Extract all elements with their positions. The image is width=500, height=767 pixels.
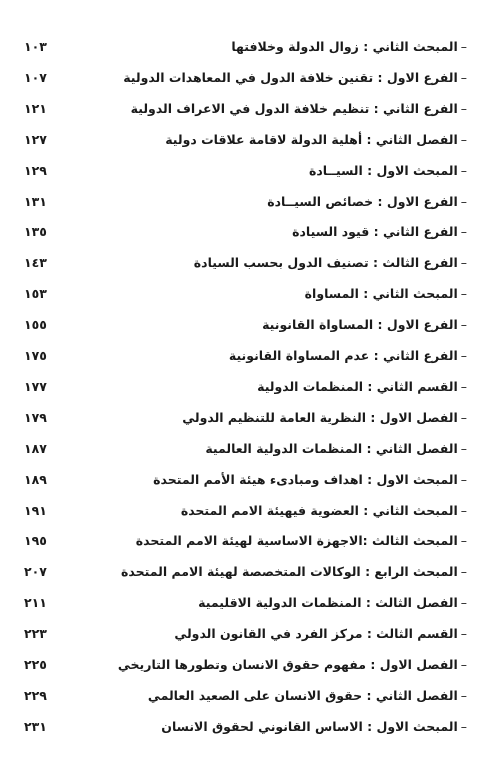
toc-entry-title (153, 466, 467, 494)
toc-entry (0, 558, 500, 586)
toc-entry (0, 651, 500, 679)
toc-entry-text: الفرع الاول : المساواة القانونية (262, 317, 458, 333)
toc-entry-text: الفرع الثاني : تنظيم خلافة الدول في الاعراف الدولية (130, 100, 458, 116)
toc-bullet-dash: – (460, 409, 467, 425)
toc-entry-text: القسم الثاني : المنظمات الدولية (257, 378, 458, 394)
toc-bullet-dash: – (460, 626, 467, 642)
toc-entry-text: الفرع الاول : تقنين خلافة الدول في المعاهدات الدولية (123, 69, 458, 85)
toc-entry-title (123, 64, 467, 92)
toc-bullet-dash: – (460, 286, 467, 302)
toc-entry-title (131, 95, 467, 123)
toc-bullet-dash: – (460, 224, 467, 240)
toc-page-number: ١٢٧ (24, 131, 47, 147)
toc-entry-text: المبحث الرابع : الوكالات المتخصصة لهيئة الامم المتحدة (121, 564, 458, 580)
toc-entry (0, 280, 500, 308)
toc-entry-text: الفصل الثالث : المنظمات الدولية الاقليمية (198, 595, 458, 611)
toc-entry (0, 33, 500, 61)
toc-entry (0, 682, 500, 710)
toc-entry-text: الفصل الاول : مفهوم حقوق الانسان وتطورها التاريخي (117, 657, 458, 672)
toc-entry (0, 157, 500, 185)
toc-entry (0, 373, 500, 401)
toc-page-number: ١٢٩ (24, 162, 47, 178)
toc-bullet-dash: – (460, 317, 467, 333)
toc-entry-title (305, 280, 467, 308)
toc-entry-title (136, 527, 467, 555)
toc-entry-text: المبحث الثاني : المساواة (304, 286, 458, 302)
toc-entry-title (118, 651, 467, 679)
toc-entry-title (198, 589, 467, 617)
toc-entry-text: المبحث الثاني : العضوية فيهيئة الامم المتحدة (180, 502, 458, 518)
toc-entry-title (292, 218, 467, 246)
toc-page-number: ١٨٩ (24, 471, 47, 487)
toc-page-number: ١٣٥ (24, 224, 47, 240)
toc-entry (0, 527, 500, 555)
toc-entry-text: الفرع الثاني : عدم المساواة القانونية (228, 348, 458, 363)
toc-bullet-dash: – (460, 502, 467, 518)
toc-page-number: ١٧٥ (24, 348, 47, 363)
toc-entry-title (174, 620, 467, 648)
toc-entry (0, 404, 500, 432)
toc-entry (0, 713, 500, 741)
toc-entry (0, 218, 500, 246)
toc-entry-title (257, 373, 467, 401)
toc-entry-text: المبحث الثاني : زوال الدولة وخلافتها (231, 39, 458, 54)
toc-page-number: ١٩١ (24, 502, 47, 518)
toc-bullet-dash: – (460, 564, 467, 580)
toc-entry-text: الفصل الاول : النظرية العامة للتنظيم الدولي (182, 409, 458, 425)
toc-entry-title (121, 558, 467, 586)
toc-entry-title (194, 249, 467, 277)
toc-bullet-dash: – (460, 533, 467, 549)
toc-entry-text: المبحث الثالث :الاجهزة الاساسية لهيئة الامم المتحدة (135, 533, 458, 549)
toc-page-number: ١٥٥ (24, 317, 47, 333)
toc-bullet-dash: – (460, 100, 467, 116)
toc-bullet-dash: – (460, 595, 467, 611)
toc-page-number: ١٥٣ (24, 286, 47, 302)
toc-entry-text: القسم الثالث : مركز الفرد في القانون الدولي (174, 626, 458, 642)
toc-entry-title (267, 188, 467, 216)
toc-entry-text: الفرع الثالث : تصنيف الدول بحسب السيادة (193, 255, 458, 271)
toc-page-number: ١٢١ (24, 100, 47, 116)
toc-entry-title (309, 157, 467, 185)
toc-entry-title (231, 33, 467, 61)
toc-entry (0, 466, 500, 494)
toc-bullet-dash: – (460, 657, 467, 672)
toc-entry (0, 188, 500, 216)
toc-entry-title (262, 311, 467, 339)
toc-bullet-dash: – (460, 131, 467, 147)
toc-entry (0, 620, 500, 648)
toc-bullet-dash: – (460, 471, 467, 487)
toc-bullet-dash: – (460, 193, 467, 209)
toc-entry (0, 95, 500, 123)
toc-entry-text: الفرع الاول : خصائص السيــادة (267, 193, 458, 209)
toc-entry-text: الفرع الثاني : قيود السيادة (292, 224, 458, 240)
toc-page-number: ٢٣١ (24, 718, 47, 734)
toc-page-number: ١٧٧ (24, 378, 47, 394)
toc-page-number: ٢٠٧ (24, 564, 47, 580)
toc-page-number: ١٠٧ (24, 69, 47, 85)
toc-entry (0, 249, 500, 277)
toc-bullet-dash: – (460, 162, 467, 178)
toc-entry-text: الفصل الثاني : حقوق الانسان على الصعيد العالمي (147, 687, 458, 703)
toc-page-number: ١٤٣ (24, 255, 47, 271)
toc-entry (0, 342, 500, 370)
toc-entry-title (182, 404, 467, 432)
toc-entry-title (161, 713, 467, 741)
toc-page-number: ١٩٥ (24, 533, 47, 549)
toc-page-number: ١٧٩ (24, 409, 47, 425)
toc-entry-title (205, 435, 467, 463)
toc-bullet-dash: – (460, 69, 467, 85)
toc-page-number: ٢٢٩ (24, 687, 47, 703)
toc-page-number: ١٨٧ (24, 440, 47, 456)
toc-page-number: ٢٢٥ (24, 657, 47, 672)
toc-entry-text: الفصل الثاني : أهلية الدولة لاقامة علاقات دولية (165, 131, 458, 147)
toc-entry-text: المبحث الاول : اهداف ومبادىء هيئة الأمم المتحدة (153, 471, 458, 487)
toc-page-number: ١٣١ (24, 193, 47, 209)
toc-entry-text: الفصل الثاني : المنظمات الدولية العالمية (205, 440, 458, 456)
toc-entry-title (181, 497, 467, 525)
toc-entry (0, 64, 500, 92)
toc-entry-text: المبحث الاول : السيــادة (308, 162, 458, 178)
toc-entry (0, 589, 500, 617)
toc-entry-title (229, 342, 467, 370)
toc-entry (0, 435, 500, 463)
toc-page-number: ٢٢٣ (24, 626, 47, 642)
toc-entry (0, 126, 500, 154)
toc-bullet-dash: – (460, 378, 467, 394)
toc-entry-text: المبحث الاول : الاساس القانوني لحقوق الانسان (161, 718, 458, 734)
toc-bullet-dash: – (460, 718, 467, 734)
toc-entry (0, 311, 500, 339)
toc-entry-title (148, 682, 467, 710)
toc-bullet-dash: – (460, 39, 467, 54)
toc-bullet-dash: – (460, 255, 467, 271)
toc-bullet-dash: – (460, 440, 467, 456)
toc-entry-title (165, 126, 467, 154)
toc-page-number: ٢١١ (24, 595, 47, 611)
toc-page-number: ١٠٣ (24, 39, 47, 54)
toc-entry (0, 497, 500, 525)
toc-bullet-dash: – (460, 687, 467, 703)
toc-bullet-dash: – (460, 348, 467, 363)
